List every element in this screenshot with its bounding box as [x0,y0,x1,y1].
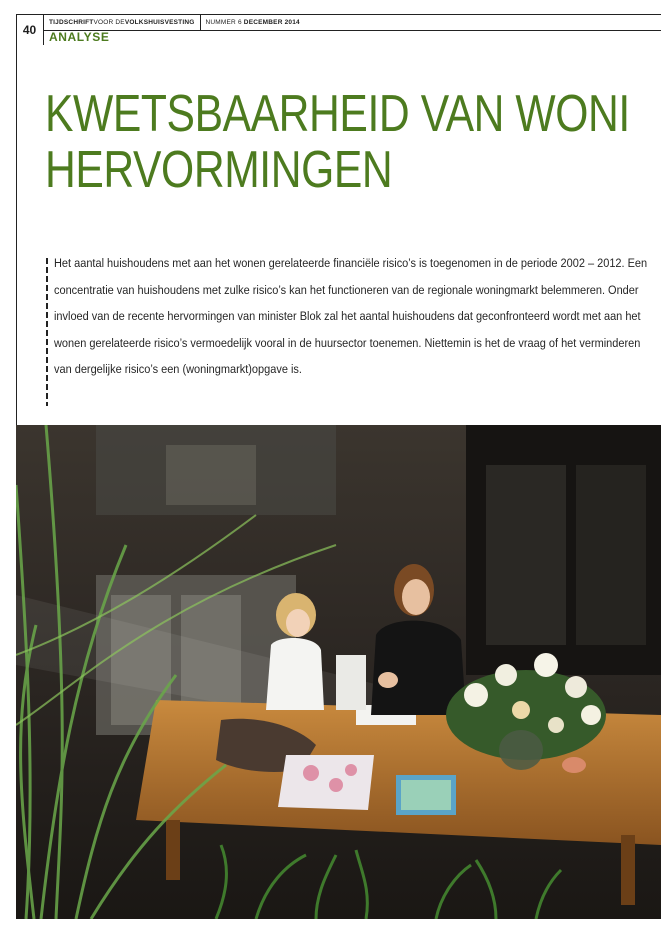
section-label: ANALYSE [49,30,110,44]
journal-mid: VOOR DE [93,19,125,26]
article-photo [16,425,661,919]
intro-text: Het aantal huishoudens met aan het wonen gerelateerde financiële risico’s is toegenomen in de periode 2002 – 2012. Een concentratie van huishoudens met zulke risico’s kan het functioneren van de regionale woningmarkt belemmeren. Onder invloed van de recente hervormingen van minister Blok zal het aantal huishoudens dat geconfronteerd wordt met aan het wonen gerelateerde risico’s vermoedelijk vooral in de huursector toenemen. Niettemin is het de vraag of het verminderen van dergelijke risico’s een (woningmarkt)opgave is. [54,256,648,376]
issue-info [201,19,305,26]
issue-date: DECEMBER 2014 [243,19,300,26]
journal-title [44,15,201,30]
headline-line-1: KWETSBAARHEID VAN WONI [45,86,630,143]
page-number: 40 [16,15,44,45]
journal-prefix: TIJDSCHRIFT [49,19,94,26]
intro-marker [46,258,48,406]
intro-block [46,250,646,383]
headline-line-2: HERVORMINGEN [45,141,393,198]
journal-name: VOLKSHUISVESTING [124,19,195,26]
masthead [44,15,661,31]
issue-label: NUMMER 6 [205,19,242,26]
article-headline [45,86,661,198]
photo-illustration [16,425,661,919]
